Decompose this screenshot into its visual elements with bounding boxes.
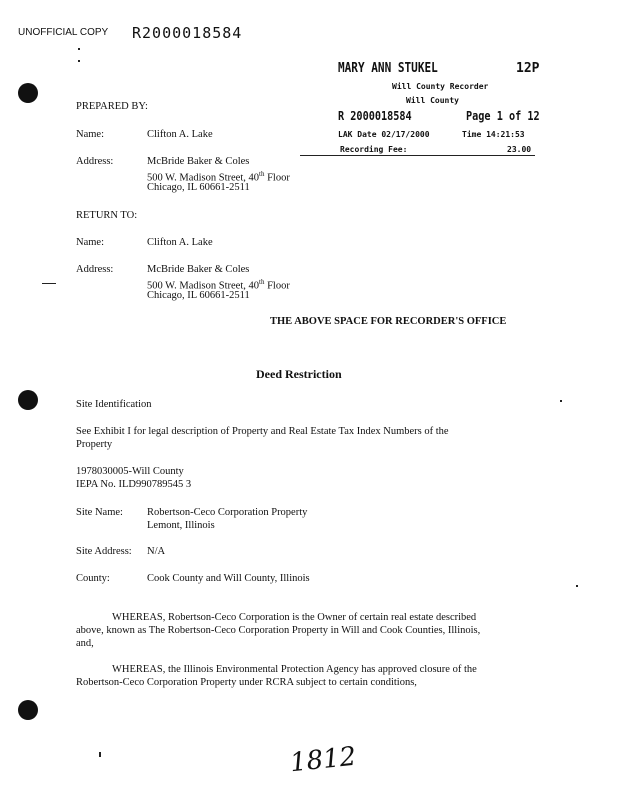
whereas-paragraph-1-line1: WHEREAS, Robertson-Ceco Corporation is the Owner of certain real estate described	[112, 612, 477, 623]
site-name-line1: Robertson-Ceco Corporation Property	[147, 507, 308, 518]
site-name-line2: Lemont, Illinois	[147, 520, 215, 531]
prepared-by-heading: PREPARED BY:	[76, 101, 148, 112]
unofficial-copy-label: UNOFFICIAL COPY	[18, 27, 109, 38]
recorder-office: Will County Recorder	[392, 82, 489, 91]
site-id-number: 1978030005-Will County	[76, 466, 184, 477]
county-value: Cook County and Will County, Illinois	[147, 573, 310, 584]
site-address-label: Site Address:	[76, 546, 132, 557]
header-document-number: R2000018584	[132, 24, 243, 42]
stamp-divider	[300, 155, 535, 156]
return-address-label: Address:	[76, 264, 114, 275]
punch-hole	[18, 700, 38, 720]
scan-speck	[42, 283, 56, 284]
exhibit-reference-line1: See Exhibit I for legal description of Property and Real Estate Tax Index Numbers of the	[76, 426, 449, 437]
whereas-paragraph-1-line3: and,	[76, 638, 94, 649]
site-name-label: Site Name:	[76, 507, 123, 518]
prepared-name-label: Name:	[76, 129, 104, 140]
punch-hole	[18, 83, 38, 103]
return-street: 500 W. Madison Street, 40th Floor	[147, 278, 290, 292]
return-city: Chicago, IL 60661-2511	[147, 290, 250, 301]
punch-hole	[18, 390, 38, 410]
stamp-document-number: R 2000018584	[338, 109, 412, 123]
return-firm: McBride Baker & Coles	[147, 264, 250, 275]
recorder-county: Will County	[406, 96, 459, 105]
whereas-paragraph-2-line1: WHEREAS, the Illinois Environmental Protection Agency has approved closure of the	[112, 664, 477, 675]
scan-speck	[99, 752, 101, 757]
prepared-street: 500 W. Madison Street, 40th Floor	[147, 170, 290, 184]
site-identification-heading: Site Identification	[76, 399, 152, 410]
return-to-heading: RETURN TO:	[76, 210, 138, 221]
scan-speck	[560, 400, 562, 402]
prepared-firm: McBride Baker & Coles	[147, 156, 250, 167]
prepared-name: Clifton A. Lake	[147, 129, 213, 140]
document-title: Deed Restriction	[256, 367, 342, 381]
scan-speck	[78, 60, 80, 62]
iepa-number: IEPA No. ILD990789545 3	[76, 479, 192, 490]
stamp-fee-value: 23.00	[507, 145, 532, 154]
page-total-mark: 12P	[516, 61, 540, 76]
whereas-paragraph-2-line2: Robertson-Ceco Corporation Property under RCRA subject to certain conditions,	[76, 677, 417, 688]
prepared-city: Chicago, IL 60661-2511	[147, 182, 250, 193]
return-name-label: Name:	[76, 237, 104, 248]
stamp-time: Time 14:21:53	[462, 130, 525, 139]
whereas-paragraph-1-line2: above, known as The Robertson-Ceco Corporation Property in Will and Cook Counties, Illinois,	[76, 625, 481, 636]
scan-speck	[78, 48, 80, 50]
recorder-name: MARY ANN STUKEL	[338, 61, 438, 76]
handwritten-page-number: 1812	[288, 741, 358, 779]
stamp-date: LAK Date 02/17/2000	[338, 130, 430, 139]
recorder-space-note: THE ABOVE SPACE FOR RECORDER'S OFFICE	[270, 316, 507, 327]
stamp-fee-label: Recording Fee:	[340, 145, 408, 154]
county-label: County:	[76, 573, 110, 584]
prepared-address-label: Address:	[76, 156, 114, 167]
stamp-page-label: Page 1 of 12	[466, 109, 540, 123]
exhibit-reference-line2: Property	[76, 439, 113, 450]
return-name: Clifton A. Lake	[147, 237, 213, 248]
scan-speck	[576, 585, 578, 587]
site-address-value: N/A	[147, 546, 166, 557]
